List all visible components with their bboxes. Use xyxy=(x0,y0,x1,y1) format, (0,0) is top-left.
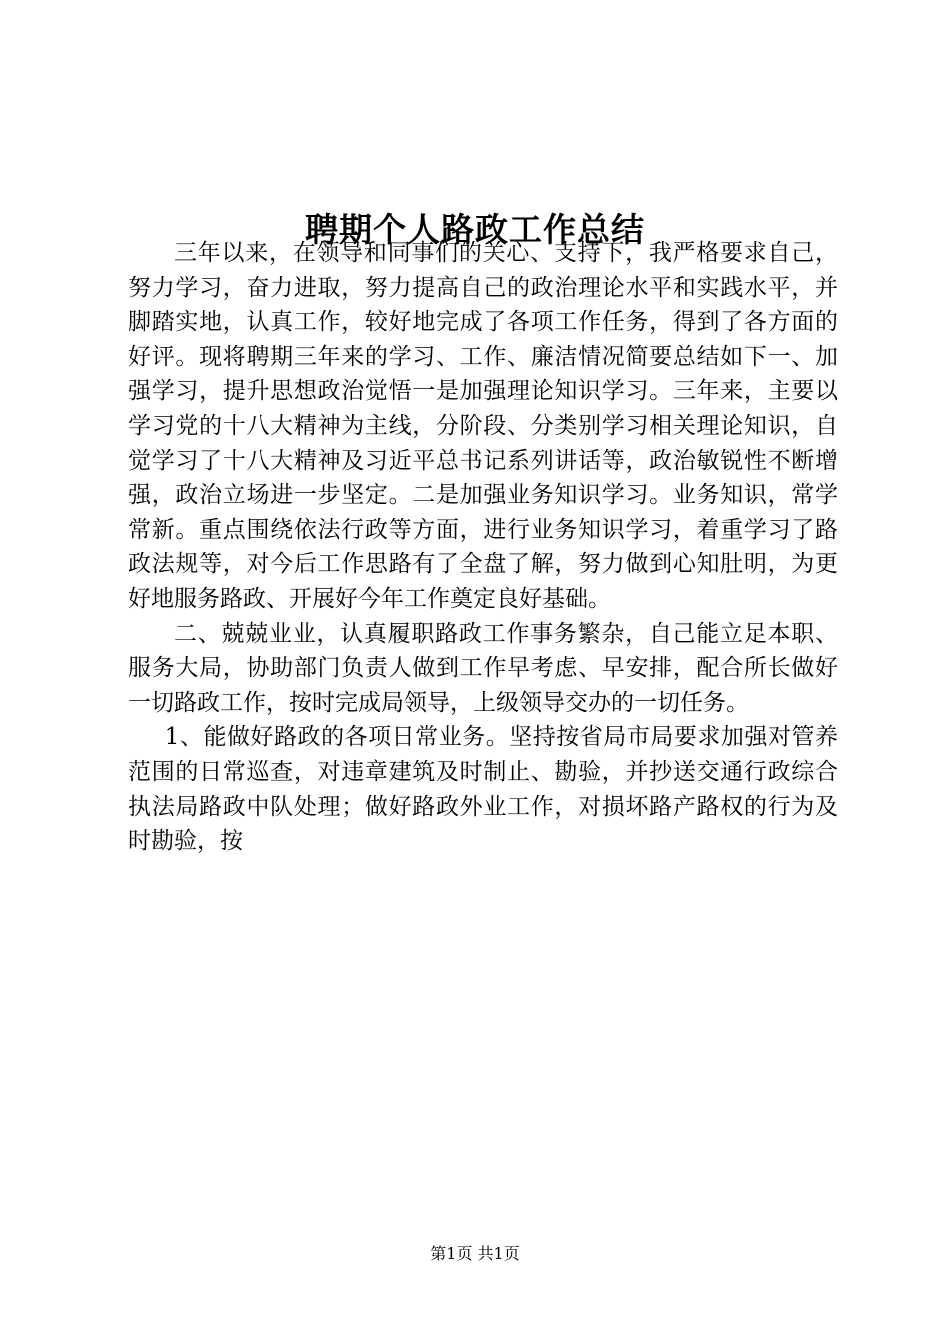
page-footer: 第1页 共1页 xyxy=(430,1244,520,1263)
document-body xyxy=(128,236,838,859)
paragraph-1: 三年以来，在领导和同事们的关心、支持下，我严格要求自己，努力学习，奋力进取，努力提高自己的政治理论水平和实践水平，并脚踏实地，认真工作，较好地完成了各项工作任务，得到了各方面的好评。现将聘期三年来的学习、工作、廉洁情况简要总结如下一、加强学习，提升思想政治觉悟一是加强理论知识学习。三年来，主要以学习党的十八大精神为主线，分阶段、分类别学习相关理论知识，自觉学习了十八大精神及习近平总书记系列讲话等，政治敏锐性不断增强，政治立场进一步坚定。二是加强业务知识学习。业务知识，常学常新。重点围绕依法行政等方面，进行业务知识学习，着重学习了路政法规等，对今后工作思路有了全盘了解，努力做到心知肚明，为更好地服务路政、开展好今年工作奠定良好基础。 xyxy=(128,240,838,612)
paragraph-3: 1、能做好路政的各项日常业务。坚持按省局市局要求加强对管养范围的日常巡查，对违章建筑及时制止、勘验，并抄送交通行政综合执法局路政中队处理；做好路政外业工作，对损坏路产路权的行为及时勘验，按 xyxy=(128,724,838,855)
paragraph-2: 二、兢兢业业，认真履职路政工作事务繁杂，自己能立足本职、服务大局，协助部门负责人做到工作早考虑、早安排，配合所长做好一切路政工作，按时完成局领导，上级领导交办的一切任务。 xyxy=(128,620,838,716)
document-title: 聘期个人路政工作总结 xyxy=(305,210,645,250)
